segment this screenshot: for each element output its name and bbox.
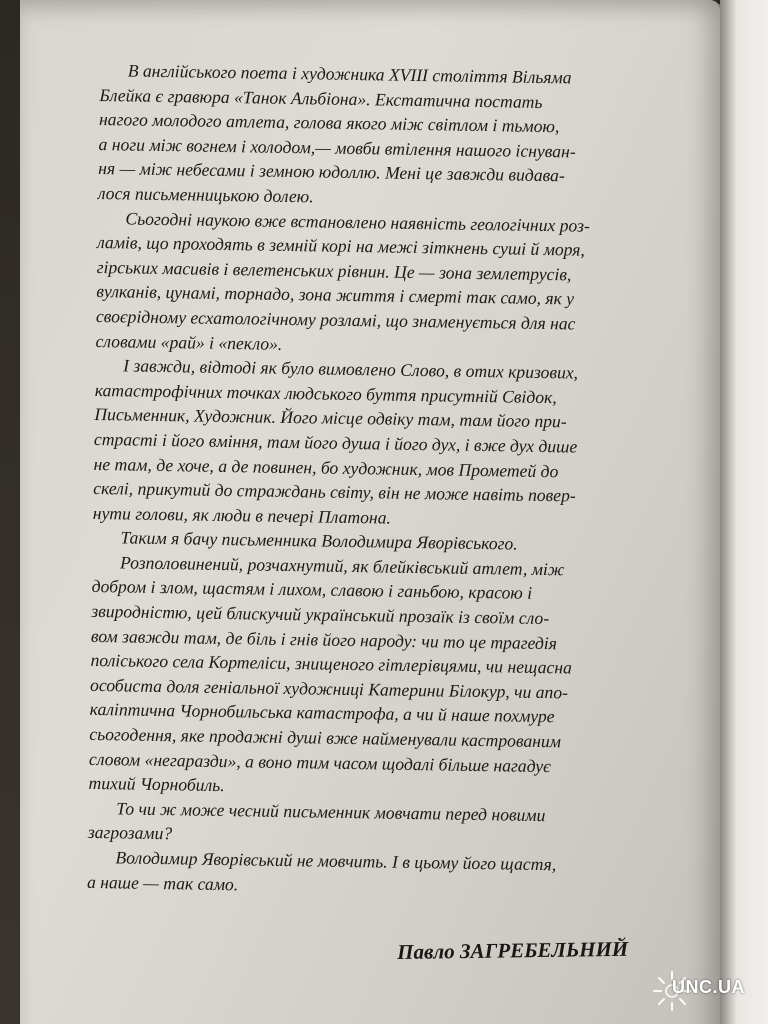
author-signature: Павло ЗАГРЕБЕЛЬНИЙ <box>397 936 629 964</box>
text-line: не там, де хоче, а де повинен, бо художник, мов Прометей до <box>93 453 559 481</box>
watermark-text: UNC.UA <box>672 977 745 997</box>
text-line: своєрідному есхатологічному розламі, що знаменується для нас <box>95 305 576 334</box>
paragraph-5 <box>88 550 657 805</box>
text-line: ламів, що проходять в земній корі на межі зіткнень суші й моря, <box>96 232 586 260</box>
text-line: а ноги між вогнем і холодом,— мовби втілення нашого існуван- <box>98 133 576 162</box>
text-line: словом «негаразди», а воно тим часом щодалі більше нагадує <box>88 748 551 776</box>
paragraph-7 <box>87 845 653 903</box>
text-line: І завжди, відтоді як було вимовлено Слово, в отих кризових, <box>123 355 579 383</box>
text-line: словами «рай» і «пекло». <box>95 330 283 354</box>
text-line: сьогодення, яке продажні душі вже найменували кастрованим <box>89 723 562 752</box>
text-line: гірських масивів і велетенських рівнин. Це — зона землетрусів, <box>96 256 572 285</box>
paragraph-1 <box>98 58 665 214</box>
text-line: нути голови, як люди в печері Платона. <box>92 502 392 528</box>
text-line: Володимир Яворівський не мовчить. І в цьому його щастя, <box>115 847 557 875</box>
text-line: ня — між небесами і земною юдоллю. Мені це завжди видава- <box>98 158 565 186</box>
text-line: а наше — так само. <box>86 871 239 894</box>
paragraph-6 <box>88 796 654 854</box>
text-line: Таким я бачу письменника Володимира Яворівського. <box>120 527 518 554</box>
text-line: вом завжди там, де біль і гнів його народу: чи то це трагедія <box>90 625 558 653</box>
text-line: Письменник, Художник. Його місце одвіку там, там його при- <box>94 404 567 432</box>
text-line: страсті і його вміння, там його душа і його дух, і вже дух дише <box>93 428 578 457</box>
text-line: Розполовинений, розчахнутий, як блейківський атлет, між <box>119 552 565 580</box>
text-line: каліптична Чорнобильська катастрофа, а чи й наше похмуре <box>89 699 555 727</box>
text-line: Блейка є гравюра «Танок Альбіона». Екстатична постать <box>99 84 543 112</box>
text-line: нагого молодого атлета, голова якого між світлом і тьмою, <box>98 109 560 137</box>
text-line: добром і злом, щастям і лихом, славою і ганьбою, красою і <box>91 576 533 604</box>
text-line: особиста доля геніальної художниці Катерини Білокур, чи апо- <box>89 674 569 703</box>
text-line: вулканів, цунамі, торнадо, зона життя і смерті так само, як у <box>96 281 575 309</box>
white-sheet-edge <box>720 0 768 1024</box>
text-line: звиродністю, цей блискучий український прозаїк із своїм сло- <box>91 600 550 629</box>
page-body-text <box>87 58 665 903</box>
text-line: То чи ж може чесний письменник мовчати перед новими <box>116 798 546 825</box>
text-line: поліського села Кортеліси, знищеного гітлерівцями, чи нещасна <box>90 650 573 678</box>
paragraph-3 <box>93 353 661 534</box>
paragraph-2 <box>95 206 662 362</box>
text-line: Сьогодні наукою вже встановлено наявність геологічних роз- <box>125 207 590 236</box>
text-line: тихий Чорнобиль. <box>88 773 225 796</box>
text-line: катастрофічних точках людського буття присутній Свідок, <box>94 379 557 407</box>
text-line: скелі, прикутий до страждань світу, він не може навіть повер- <box>93 478 576 506</box>
site-watermark <box>652 968 762 1014</box>
text-line: В англійського поета і художника XVIII століття Вільяма <box>127 60 572 88</box>
text-line: загрозами? <box>87 822 173 844</box>
text-line: лося письменницькою долею. <box>97 182 314 207</box>
